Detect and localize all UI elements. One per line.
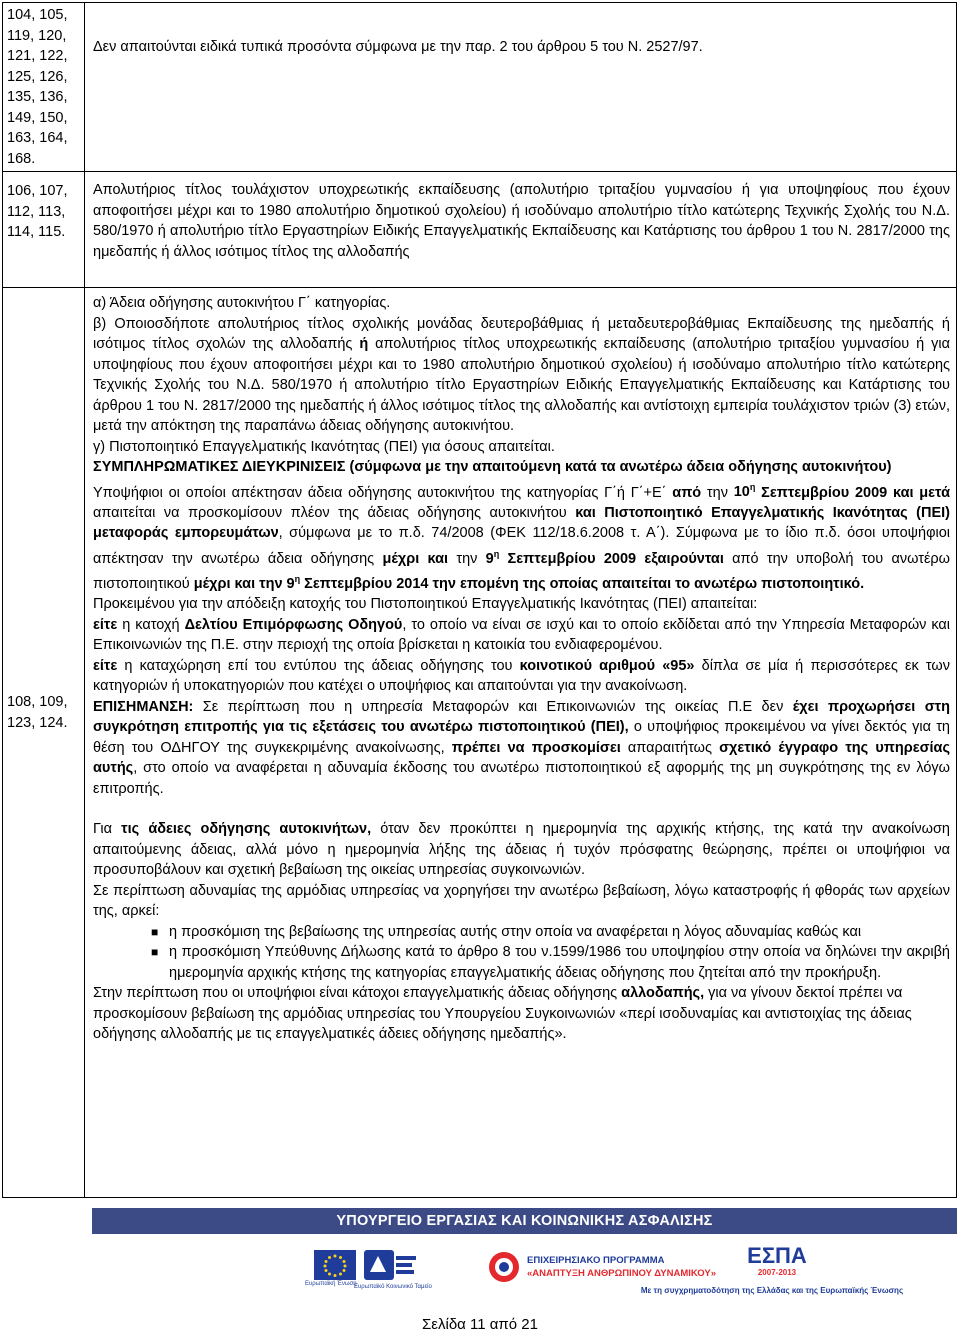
esf-label: Ευρωπαϊκό Κοινωνικό Ταμείο (354, 1284, 432, 1290)
requirement-b-text-2: απολυτήριος τίτλος υποχρεωτικής εκπαίδευσης (απολυτήριο τριταξίου γυμνασίου ή για υποψηφίους που έχουν αποφοιτήσει μέχρι και το 1980 απολυτήριο δημοτικού σχολείου) ή ισοδύναμο απολυτήριο τίτλο κατώτερης Τεχνικής Σχολής του Ν.Δ. 580/1970 ή απολυτήριο τίτλο Εργαστηρίων Ειδικής Επαγγελματικής Εκπαίδευσης και Κατάρτισης του άρθρου 1 του Ν. 2817/2000 της ημεδαπής ή άλλος ισότιμος τίτλος της αλλοδαπής και αντίστοιχη εμπειρία τουλάχιστον τριών (3) ετών, μετά την απόκτηση της παραπάνω άδειας οδήγησης αυτοκινήτου. (93, 336, 950, 434)
damage-note: Σε περίπτωση αδυναμίας της αρμόδιας υπηρεσίας να χορηγήσει την ανωτέρω βεβαίωση, λόγω καταστροφής ή φθοράς των αρχείων της, αρκεί: (93, 882, 950, 920)
list-item (151, 942, 950, 983)
list-item-text: η προσκόμιση της βεβαίωσης της υπηρεσίας αυτής στην οποία να αναφέρεται η λόγος αδυναμίας καθώς και (169, 923, 862, 940)
eu-flag-icon (314, 1250, 356, 1285)
position-codes: 108, 109, 123, 124. (7, 694, 68, 731)
requirement-a: α) Άδεια οδήγησης αυτοκινήτου Γ΄ κατηγορίας. (93, 295, 391, 311)
requirement-c: γ) Πιστοποιητικό Επαγγελματικής Ικανότητας (ΠΕΙ) για όσους απαιτείται. (93, 438, 555, 455)
table-row (3, 288, 957, 1198)
requirement-b (93, 314, 950, 437)
espa-years: 2007-2013 (757, 1268, 797, 1277)
notice: ΕΠΙΣΗΜΑΝΣΗ: Σε περίπτωση που η υπηρεσία Μεταφορών και Επικοινωνιών της οικείας Π.Ε δεν έχει προχωρήσει στη συγκρότηση επιτροπής για τις εξετάσεις του ανωτέρω πιστοποιητικού (ΠΕΙ), ο υποψήφιος προκειμένου να γίνει δεκτός για τη θέση του ΟΔΗΓΟΥ της συγκεκριμένης ανακοίνωσης, πρέπει να προσκομίσει απαραιτήτως σχετικό έγγραφο της υπηρεσίας αυτής, στο οποίο να αναφέρεται η αδυναμία έκδοσης του ανωτέρω πιστοποιητικού εξ αφορμής της μη συγκρότησης της εν λόγω επιτροπής. (93, 698, 950, 797)
position-codes-cell (3, 288, 85, 1198)
clarification-1: Υποψήφιοι οι οποίοι απέκτησαν άδεια οδήγησης αυτοκινήτου της κατηγορίας Γ΄ή Γ΄+Ε΄ από την $10^\eta$ Σεπτεμβρίου 2009 και μετά απαιτείται να προσκομίσουν πλέον της άδειας οδήγησης αυτοκινήτου και Πιστοποιητικό Επαγγελματικής Ικανότητας (ΠΕΙ) μεταφοράς εμπορευμάτων, σύμφωνα με το π.δ. 74/2008 (ΦΕΚ 112/18.6.2008 τ. Α΄). Σύμφωνα με το ίδιο π.δ. όσοι υποψήφιοι απέκτησαν την ανωτέρω άδεια οδήγησης μέχρι και την $9^\eta$ Σεπτεμβρίου 2009 εξαιρούνται από την υποβολή του ανωτέρω πιστοποιητικού μέχρι και την $9^\eta$ Σεπτεμβρίου 2014 την επομένη της οποίας απαιτείται το ανωτέρω πιστοποιητικό. (93, 482, 951, 592)
program-logo-icon (487, 1250, 521, 1289)
foreign-license-note: Στην περίπτωση που οι υποψήφιοι είναι κάτοχοι επαγγελματικής άδειας οδήγησης αλλοδαπής, για να γίνουν δεκτοί πρέπει να προσκομίσουν βεβαίωση της αρμόδιας υπηρεσίας του Υπουργείου Συγκοινωνιών «περί ισοδυναμίας και αντιστοιχίας της άδειας οδήγησης αλλοδαπής με τις επαγγελματικές άδειες οδήγησης ημεδαπής». (93, 985, 912, 1043)
requirements-table (2, 2, 957, 1198)
espa-label: ΕΣΠΑ (747, 1243, 807, 1268)
position-codes-cell (3, 172, 85, 288)
table-row (3, 172, 957, 288)
position-codes: 104, 105, 119, 120, 121, 122, 125, 126, 135, 136, 149, 150, 163, 164, 168. (7, 7, 68, 167)
page-number: Σελίδα 11 από 21 (422, 1316, 538, 1333)
clarification-3: είτε η κατοχή Δελτίου Επιμόρφωσης Οδηγού, το οποίο να είναι σε ισχύ και το οποίο εκδίδεται από την Υπηρεσία Μεταφορών και Επικοινωνιών της Π.Ε. στην περιοχή της οποία βρίσκεται η κατοικία του ενδιαφερομένου. (93, 616, 951, 654)
requirements-cell (85, 3, 957, 172)
clarification-2: Προκειμένου για την απόδειξη κατοχής του Πιστοποιητικού Επαγγελματικής Ικανότητας (ΠΕΙ) απαιτείται: (93, 596, 758, 613)
logos-strip (92, 1234, 957, 1303)
requirement-text: Απολυτήριος τίτλος τουλάχιστον υποχρεωτικής εκπαίδευσης (απολυτήριο τριταξίου γυμνασίου ή για υποψηφίους που έχουν αποφοιτήσει μέχρι και το 1980 απολυτήριο δημοτικού σχολείου) ή ισοδύναμο απολυτήριο τίτλο κατώτερης Τεχνικής Σχολής του Ν.Δ. 580/1970 ή απολυτήριο τίτλο Εργαστηρίων Ειδικής Επαγγελματικής Εκπαίδευσης και Κατάρτισης του άρθρου 1 του Ν. 2817/2000 της ημεδαπής ή άλλος ισότιμος τίτλος της αλλοδαπής (93, 182, 950, 260)
ministry-banner: ΥΠΟΥΡΓΕΙΟ ΕΡΓΑΣΙΑΣ ΚΑΙ ΚΟΙΝΩΝΙΚΗΣ ΑΣΦΑΛΙΣΗΣ (92, 1208, 957, 1234)
bullet-icon: ■ (151, 924, 159, 939)
table-row (3, 3, 957, 172)
position-codes-cell (3, 3, 85, 172)
driving-license-note: Για τις άδειες οδήγησης αυτοκινήτων, όταν δεν προκύπτει η ημερομηνία της αρχικής κτήσης, της κατά την ανακοίνωση απαιτούμενης άδειας, αλλά μόνο η ημερομηνία λήξης της άδειας ή τυχόν πρόσφατης θεώρησης, πρέπει οι υποψήφιοι να προσυποβάλουν και σχετική βεβαίωση της οικείας υπηρεσίας συγκοινωνιών. (93, 821, 950, 879)
esf-logo-icon (362, 1248, 418, 1287)
eu-label: Ευρωπαϊκή Ένωση (305, 1281, 357, 1287)
requirement-text: Δεν απαιτούνται ειδικά τυπικά προσόντα σύμφωνα με την παρ. 2 του άρθρου 5 του Ν. 2527/97. (93, 39, 703, 55)
espa-tagline: Με τη συγχρηματοδότηση της Ελλάδας και της Ευρωπαϊκής Ένωσης (640, 1286, 904, 1295)
requirements-cell (85, 288, 957, 1198)
footer-banner (92, 1208, 957, 1303)
bullet-icon: ■ (151, 945, 159, 960)
espa-logo (732, 1244, 822, 1277)
program-line-2: «ΑΝΑΠΤΥΞΗ ΑΝΘΡΩΠΙΝΟΥ ΔΥΝΑΜΙΚΟΥ» (527, 1268, 717, 1279)
requirements-cell (85, 172, 957, 288)
clarifications-title: ΣΥΜΠΛΗΡΩΜΑΤΙΚΕΣ ΔΙΕΥΚΡΙΝΙΣΕΙΣ (σύμφωνα με την απαιτούμενη κατά τα ανωτέρω άδεια οδήγησης αυτοκινήτου) (93, 459, 892, 475)
program-line-1: ΕΠΙΧΕΙΡΗΣΙΑΚΟ ΠΡΟΓΡΑΜΜΑ (527, 1255, 665, 1266)
list-item (151, 922, 950, 943)
clarification-4: είτε η καταχώρηση επί του εντύπου της άδειας οδήγησης του κοινοτικού αριθμού «95» δίπλα σε μία ή περισσότερες εκ των κατηγοριών ή υποκατηγοριών που κατέχει ο υποψήφιος και απαιτούνται για την ανακοίνωση. (93, 657, 951, 695)
requirement-b-text: β) Οποιοσδήποτε απολυτήριος τίτλος σχολικής μονάδας δευτεροβάθμιας ή μεταδευτεροβάθμιας Εκπαίδευσης της ημεδαπής ή ισότιμος τίτλος σχολών της αλλοδαπής (93, 315, 950, 352)
list-item-text: η προσκόμιση Υπεύθυνης Δήλωσης κατά το άρθρο 8 του ν.1599/1986 του υποψηφίου στην οποία να δηλώνει την ακριβή ημερομηνία αρχικής κτήσης της κατηγορίας επαγγελματικής άδειας οδήγησης που ζητείται από την προκήρυξη. (169, 944, 950, 981)
position-codes: 106, 107, 112, 113, 114, 115. (7, 183, 68, 240)
program-name (527, 1254, 716, 1280)
requirement-b-or: ή (359, 336, 369, 352)
